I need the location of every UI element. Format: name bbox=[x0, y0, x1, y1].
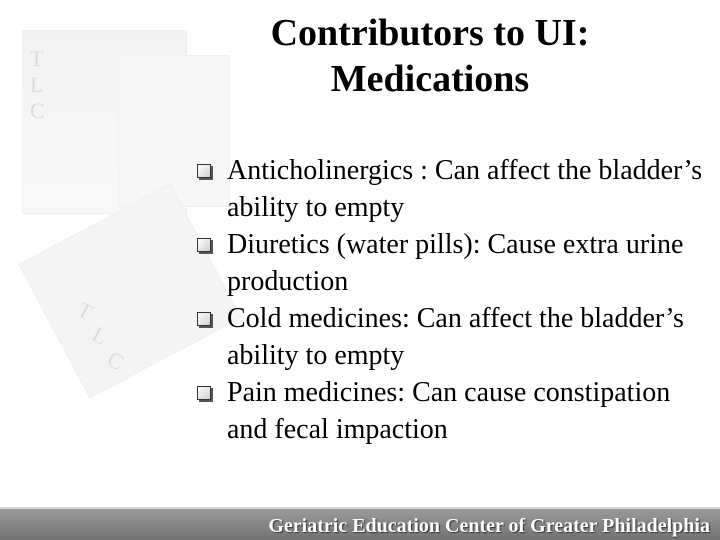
watermark-letter: C bbox=[103, 346, 128, 376]
square-bullet-icon bbox=[197, 312, 211, 326]
watermark-letter: T bbox=[30, 46, 44, 71]
bullet-text: Diuretics (water pills): Cause extra urine production bbox=[227, 229, 684, 297]
bullet-item bbox=[194, 300, 704, 374]
square-bullet-icon bbox=[197, 238, 211, 252]
bullet-list bbox=[194, 152, 704, 448]
bullet-item bbox=[194, 374, 704, 448]
footer-organization: Geriatric Education Center of Greater Philadelphia bbox=[268, 515, 710, 537]
bullet-text: Cold medicines: Can affect the bladder’s ability to empty bbox=[227, 303, 684, 371]
bullet-text: Pain medicines: Can cause constipation and fecal impaction bbox=[227, 377, 671, 445]
bullet-text: Anticholinergics : Can affect the bladder’s ability to empty bbox=[227, 155, 703, 223]
bullet-item bbox=[194, 226, 704, 300]
square-bullet-icon bbox=[197, 164, 211, 178]
square-bullet-icon bbox=[197, 386, 211, 400]
slide-title: Contributors to UI: Medications bbox=[270, 12, 590, 100]
watermark-letter: L bbox=[88, 321, 112, 350]
footer-bar bbox=[0, 507, 720, 540]
watermark-letter: C bbox=[30, 98, 45, 123]
watermark-letter: T bbox=[73, 296, 97, 325]
bullet-item bbox=[194, 152, 704, 226]
watermark-letter: L bbox=[30, 72, 44, 97]
